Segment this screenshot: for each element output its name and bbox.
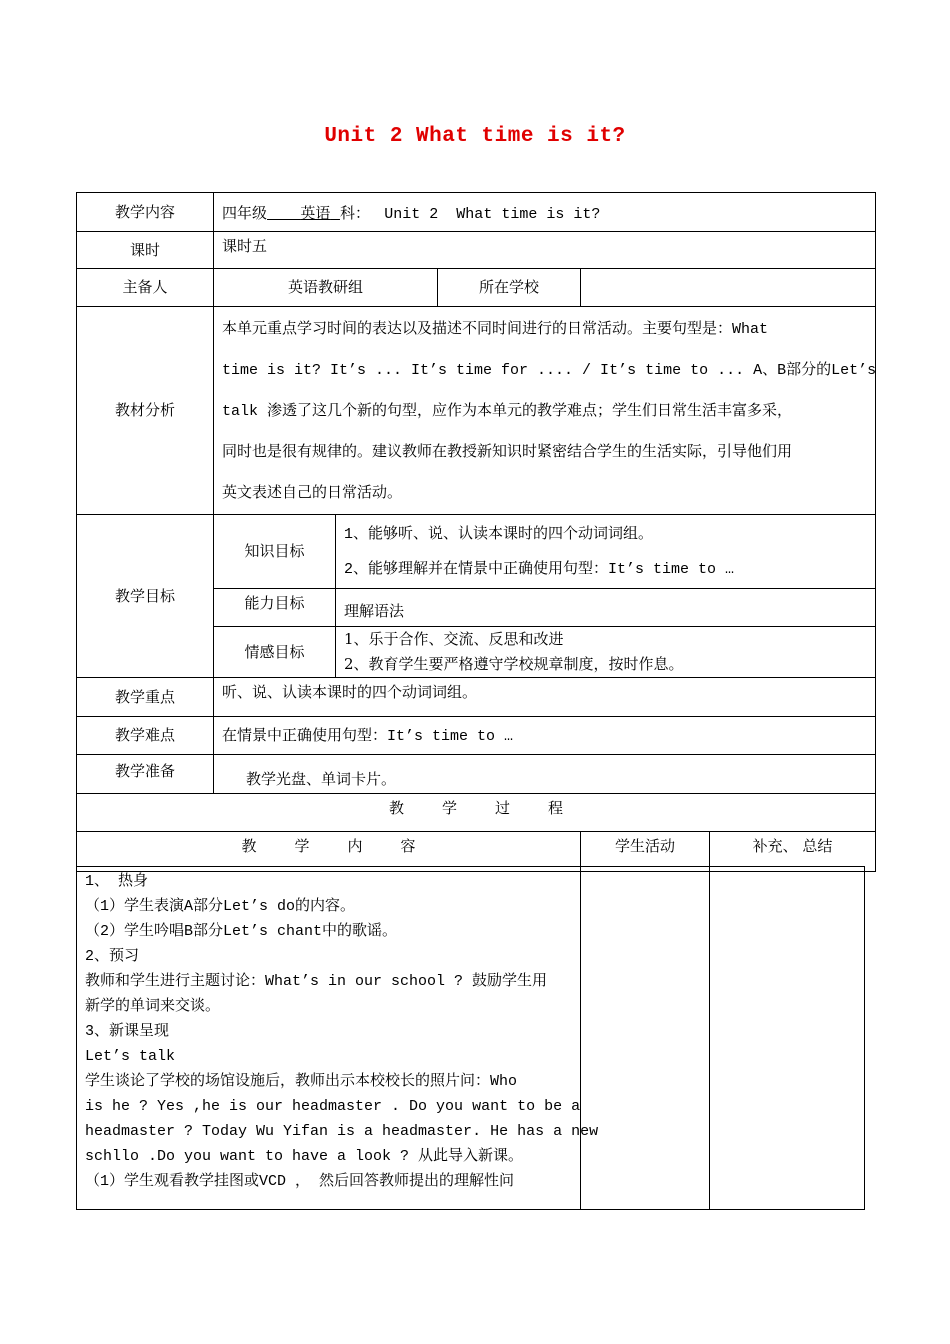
process-activity-cell bbox=[581, 867, 710, 1210]
grade-blank bbox=[267, 204, 300, 222]
ability-value: 理解语法 bbox=[344, 602, 405, 620]
emotion-value-cell bbox=[336, 627, 876, 678]
analysis-text bbox=[214, 307, 876, 515]
col-summary-label: 补充、 总结 bbox=[752, 837, 833, 855]
analysis-line: talk 渗透了这几个新的句型，应作为本单元的教学难点；学生们日常生活丰富多采， bbox=[222, 403, 793, 420]
preparation-label-cell bbox=[77, 755, 214, 794]
analysis-line: 英文表述自己的日常活动。 bbox=[222, 485, 403, 502]
emotion-label: 情感目标 bbox=[244, 642, 305, 661]
process-heading: 教学过程 bbox=[389, 799, 602, 817]
process-line: Let’s talk bbox=[85, 1048, 176, 1065]
difficulties-value: 在情景中正确使用句型：It’s time to … bbox=[222, 728, 514, 746]
process-line: schllo .Do you want to have a look ? 从此导入新课。 bbox=[85, 1148, 524, 1165]
preparer-value: 英语教研组 bbox=[287, 278, 363, 297]
key-points-label-cell bbox=[77, 678, 214, 717]
preparation-label: 教学准备 bbox=[114, 762, 175, 780]
lesson-plan-table bbox=[76, 192, 876, 872]
preparation-value: 教学光盘、单词卡片。 bbox=[246, 770, 397, 788]
page-title: Unit 2 What time is it? bbox=[324, 125, 626, 148]
analysis-line: time is it? It’s ... It’s time for .... / It’s time to ... A、B部分的Let’s bbox=[222, 362, 877, 379]
ability-label-cell bbox=[214, 589, 336, 627]
process-line: is he ? Yes ,he is our headmaster . Do you want to be a bbox=[85, 1098, 581, 1115]
key-points-value-cell bbox=[214, 678, 876, 717]
unit-title: Unit 2 What time is it? bbox=[384, 205, 601, 223]
col-content-label: 教学内容 bbox=[241, 837, 454, 855]
analysis-line: 本单元重点学习时间的表达以及描述不同时间进行的日常活动。主要句型是：What bbox=[222, 321, 769, 338]
school-value-cell bbox=[581, 269, 876, 307]
emotion-item: 1、乐于合作、交流、反思和改进 bbox=[344, 630, 564, 648]
period-label: 课时 bbox=[129, 240, 160, 259]
ability-value-cell bbox=[336, 589, 876, 627]
knowledge-item: 2、能够理解并在情景中正确使用句型：It’s time to … bbox=[344, 561, 735, 578]
emotion-item: 2、教育学生要严格遵守学校规章制度，按时作息。 bbox=[344, 655, 684, 673]
process-line: 2、预习 bbox=[85, 948, 140, 965]
process-line: （2）学生吟唱B部分Let’s chant中的歌谣。 bbox=[85, 923, 398, 940]
preparer-label-cell bbox=[77, 269, 214, 307]
key-points-label: 教学重点 bbox=[114, 687, 175, 706]
school-label-cell bbox=[438, 269, 581, 307]
content-label-cell bbox=[77, 193, 214, 232]
process-line: 新学的单词来交谈。 bbox=[85, 998, 221, 1015]
preparer-label: 主备人 bbox=[122, 278, 168, 297]
difficulties-value-cell bbox=[214, 717, 876, 755]
process-content-cell bbox=[77, 867, 599, 1210]
period-value-cell bbox=[214, 232, 876, 269]
grade: 四年级 bbox=[222, 203, 268, 222]
content-label: 教学内容 bbox=[114, 202, 175, 221]
school-label: 所在学校 bbox=[478, 278, 539, 297]
difficulties-label: 教学难点 bbox=[114, 726, 175, 745]
col-activity-label: 学生活动 bbox=[614, 837, 675, 855]
period-value: 课时五 bbox=[222, 237, 268, 255]
period-label-cell bbox=[77, 232, 214, 269]
process-line: 学生谈论了学校的场馆设施后，教师出示本校校长的照片问：Who bbox=[85, 1073, 518, 1090]
objectives-label-cell bbox=[77, 515, 214, 678]
subject: 英语 bbox=[300, 203, 331, 222]
difficulties-label-cell bbox=[77, 717, 214, 755]
content-value-cell bbox=[214, 193, 876, 232]
knowledge-label: 知识目标 bbox=[244, 542, 305, 561]
objectives-label: 教学目标 bbox=[114, 586, 175, 605]
ability-label: 能力目标 bbox=[244, 594, 305, 612]
emotion-label-cell bbox=[214, 627, 336, 678]
process-line: 1、 热身 bbox=[85, 873, 149, 890]
preparation-value-cell bbox=[214, 755, 876, 794]
knowledge-label-cell bbox=[214, 515, 336, 589]
process-body-table bbox=[76, 866, 865, 1210]
process-line: 教师和学生进行主题讨论：What’s in our school ? 鼓励学生用 bbox=[85, 973, 548, 990]
knowledge-item: 1、能够听、说、认读本课时的四个动词词组。 bbox=[344, 526, 654, 543]
key-points-value: 听、说、认读本课时的四个动词词组。 bbox=[222, 683, 478, 701]
process-line: 3、新课呈现 bbox=[85, 1023, 170, 1040]
knowledge-value-cell bbox=[336, 515, 876, 589]
analysis-line: 同时也是很有规律的。建议教师在教授新知识时紧密结合学生的生活实际，引导他们用 bbox=[222, 444, 793, 461]
process-summary-cell bbox=[710, 867, 865, 1210]
process-line: headmaster ? Today Wu Yifan is a headmaster. He has a new bbox=[85, 1123, 599, 1140]
analysis-label: 教材分析 bbox=[114, 401, 175, 420]
subject-suffix: 科： bbox=[339, 203, 370, 222]
preparer-value-cell bbox=[214, 269, 438, 307]
process-line: （1）学生观看教学挂图或VCD ， 然后回答教师提出的理解性问 bbox=[85, 1173, 515, 1190]
analysis-label-cell bbox=[77, 307, 214, 515]
process-heading-cell bbox=[77, 794, 876, 832]
process-line: （1）学生表演A部分Let’s do的内容。 bbox=[85, 898, 356, 915]
